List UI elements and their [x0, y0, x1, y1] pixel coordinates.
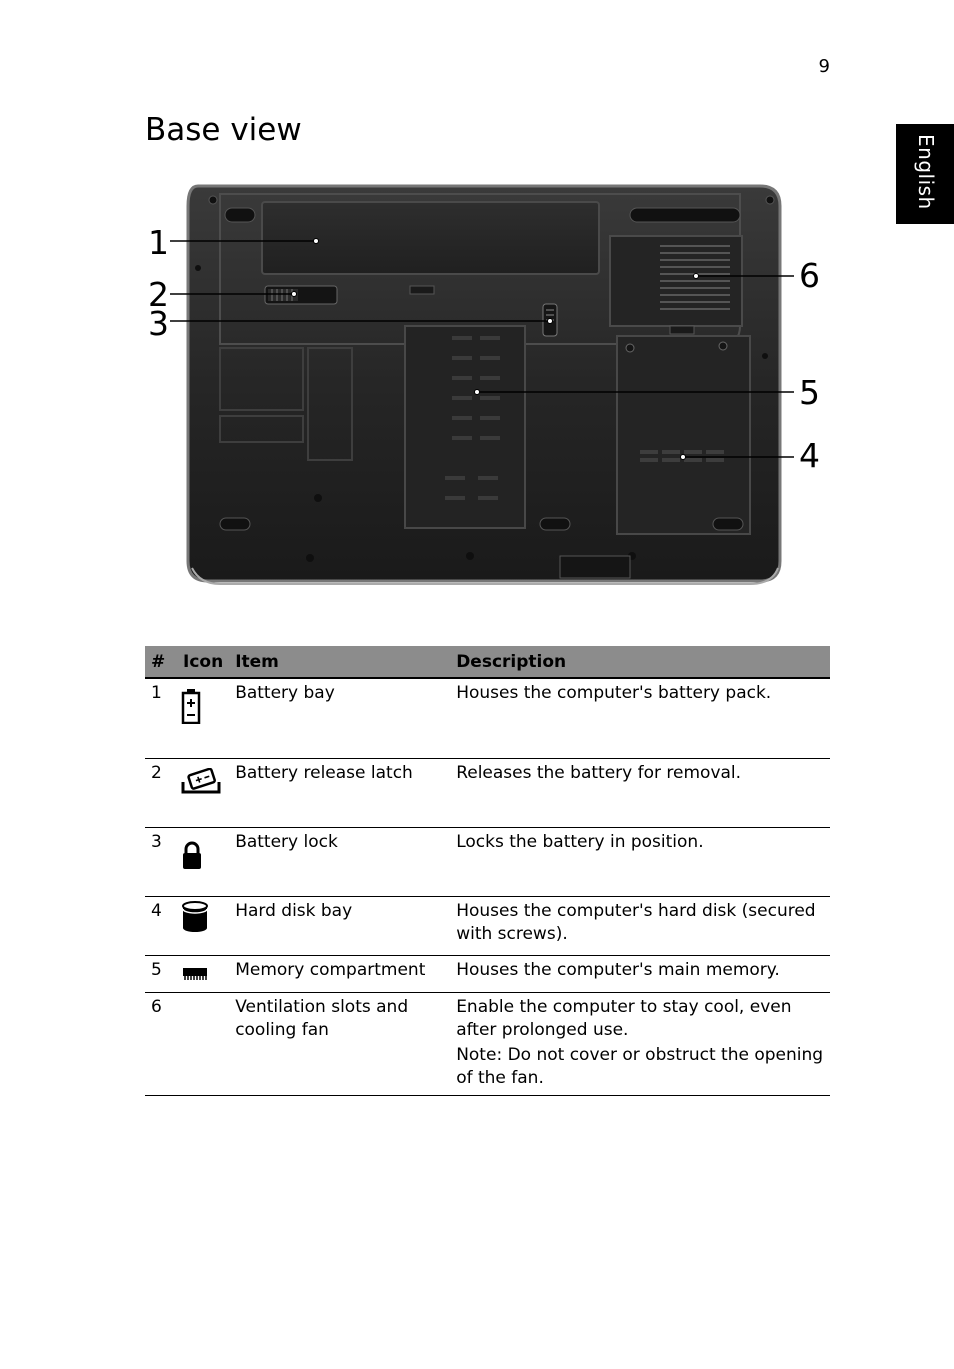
- callout-4: 4: [799, 436, 820, 475]
- row-item: Battery lock: [229, 827, 450, 896]
- row-number: 4: [145, 896, 177, 955]
- callout-2: 2: [148, 275, 169, 314]
- note-text: : Do not cover or obstruct the opening of the fan.: [456, 1044, 824, 1088]
- row-description: Houses the computer's main memory.: [450, 955, 830, 992]
- row-description: Houses the computer's hard disk (secured with screws).: [450, 896, 830, 955]
- fan-note: [456, 1044, 824, 1090]
- row-number: 2: [145, 758, 177, 827]
- callout-1: 1: [148, 223, 169, 262]
- callout-3: 3: [148, 304, 169, 343]
- memory-icon: [181, 967, 209, 981]
- hard-disk-icon: [181, 900, 209, 934]
- language-tab: [896, 124, 954, 224]
- table-row: [145, 896, 830, 955]
- table-row: [145, 992, 830, 1095]
- table-header-row: [145, 646, 830, 678]
- base-view-table: [145, 646, 830, 1096]
- battery-release-icon: [181, 768, 221, 796]
- row-number: 1: [145, 678, 177, 758]
- row-number: 5: [145, 955, 177, 992]
- row-number: 3: [145, 827, 177, 896]
- row-description: Enable the computer to stay cool, even after prolonged use.: [456, 996, 792, 1040]
- lock-icon: [181, 841, 203, 871]
- row-item: Battery bay: [229, 678, 450, 758]
- row-description: Releases the battery for removal.: [450, 758, 830, 827]
- table-row: [145, 678, 830, 758]
- table-row: [145, 758, 830, 827]
- laptop-base-figure: [140, 176, 830, 596]
- table-row: [145, 827, 830, 896]
- callout-5: 5: [799, 373, 820, 412]
- laptop-base-illustration: [140, 176, 830, 596]
- battery-bay: [262, 202, 599, 274]
- battery-icon: [181, 688, 201, 724]
- row-description: Houses the computer's battery pack.: [450, 678, 830, 758]
- page-title: Base view: [145, 112, 302, 148]
- row-description: Locks the battery in position.: [450, 827, 830, 896]
- row-item: Battery release latch: [229, 758, 450, 827]
- hard-disk-bay: [617, 336, 750, 534]
- row-item: Ventilation slots and cooling fan: [229, 992, 450, 1095]
- header-number: #: [145, 646, 177, 678]
- row-number: 6: [145, 992, 177, 1095]
- header-description: Description: [450, 646, 830, 678]
- note-label: Note: [456, 1044, 497, 1065]
- table-row: [145, 955, 830, 992]
- header-icon: Icon: [177, 646, 229, 678]
- row-item: Hard disk bay: [229, 896, 450, 955]
- page-number: 9: [818, 56, 830, 77]
- language-tab-label: English: [914, 134, 938, 210]
- row-icon-empty: [177, 992, 229, 1095]
- header-item: Item: [229, 646, 450, 678]
- row-item: Memory compartment: [229, 955, 450, 992]
- callout-6: 6: [799, 256, 820, 295]
